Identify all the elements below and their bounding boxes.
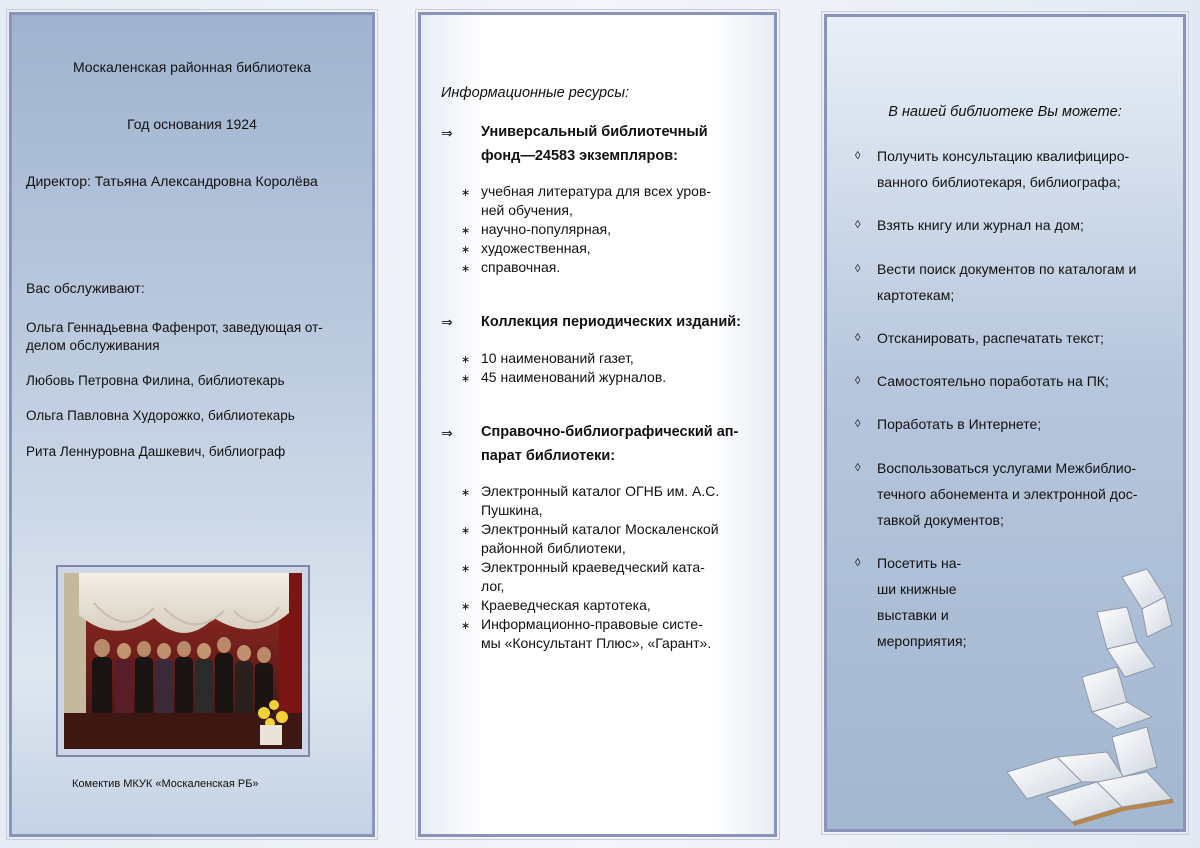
- team-photo-illustration: [64, 573, 302, 749]
- diamond-icon: ◊: [855, 150, 861, 162]
- founded-year: Год основания 1924: [127, 116, 257, 132]
- right-panel: [824, 14, 1186, 832]
- bullet-icon: ∗: [461, 525, 471, 537]
- bullet-icon: ∗: [461, 487, 471, 499]
- list-item-continuation: Пушкина,: [481, 502, 543, 518]
- list-item-text: Электронный каталог ОГНБ им. А.С.: [481, 483, 720, 499]
- bullet-icon: ∗: [461, 244, 471, 256]
- service-item: [855, 455, 1136, 481]
- middle-panel: [418, 12, 777, 837]
- diamond-icon: ◊: [855, 263, 861, 275]
- section-title: [481, 120, 708, 168]
- service-text: Получить консультацию квалифициро-: [877, 148, 1130, 164]
- list-item: [461, 220, 611, 241]
- left-panel: [9, 12, 375, 837]
- service-text-continuation: ши книжные: [877, 581, 957, 597]
- service-item: [855, 411, 1041, 437]
- list-item-text: 10 наименований газет,: [481, 350, 634, 366]
- list-item: [461, 615, 703, 636]
- staff-line: Ольга Павловна Худорожко, библиотекарь: [26, 408, 295, 423]
- diamond-icon: ◊: [855, 418, 861, 430]
- service-text-continuation: выставки и: [877, 607, 949, 623]
- served-by-heading: Вас обслуживают:: [26, 280, 145, 296]
- section-title-line: Универсальный библиотечный: [481, 124, 708, 140]
- list-item-text: художественная,: [481, 240, 591, 256]
- section-title: [481, 420, 738, 468]
- section-title: [481, 310, 741, 334]
- service-text: Отсканировать, распечатать текст;: [877, 330, 1104, 346]
- list-item-text: справочная.: [481, 259, 561, 275]
- list-item: [461, 482, 719, 503]
- staff-entry: [26, 407, 295, 425]
- list-item-text: Информационно-правовые систе-: [481, 616, 703, 632]
- service-text: Поработать в Интернете;: [877, 416, 1042, 432]
- service-item: [855, 550, 961, 576]
- service-text: Самостоятельно поработать на ПК;: [877, 373, 1109, 389]
- list-item-text: научно-популярная,: [481, 221, 611, 237]
- list-item-text: Электронный краеведческий ката-: [481, 559, 705, 575]
- bullet-icon: ∗: [461, 354, 471, 366]
- staff-line: делом обслуживания: [26, 338, 160, 353]
- service-text-continuation: мероприятия;: [877, 633, 967, 649]
- service-item: [855, 325, 1104, 351]
- diamond-icon: ◊: [855, 375, 861, 387]
- service-item: [855, 212, 1084, 238]
- diamond-icon: ◊: [855, 219, 861, 231]
- service-text: Взять книгу или журнал на дом;: [877, 217, 1084, 233]
- photo-caption: Комектив МКУК «Москаленская РБ»: [72, 778, 259, 790]
- bullet-icon: ∗: [461, 601, 471, 613]
- bullet-icon: ∗: [461, 187, 471, 199]
- service-text-continuation: картотекам;: [877, 287, 955, 303]
- arrow-icon: ⇒: [441, 314, 453, 330]
- list-item: [461, 558, 705, 579]
- staff-line: Любовь Петровна Филина, библиотекарь: [26, 373, 285, 388]
- list-item: [461, 239, 591, 260]
- service-text-continuation: ванного библиотекаря, библиографа;: [877, 174, 1121, 190]
- section-title-line: Коллекция периодических изданий:: [481, 314, 742, 330]
- service-item: [855, 143, 1129, 169]
- service-text-continuation: течного абонемента и электронной дос-: [877, 486, 1138, 502]
- arrow-icon: ⇒: [441, 425, 453, 441]
- diamond-icon: ◊: [855, 557, 861, 569]
- list-item: [461, 368, 666, 389]
- diamond-icon: ◊: [855, 462, 861, 474]
- section-title-line: парат библиотеки:: [481, 448, 616, 464]
- list-item-continuation: районной библиотеки,: [481, 540, 626, 556]
- staff-entry: [26, 319, 323, 355]
- bullet-icon: ∗: [461, 373, 471, 385]
- resources-heading: Информационные ресурсы:: [441, 85, 630, 101]
- list-item-text: Электронный каталог Москаленской: [481, 521, 719, 537]
- staff-line: Ольга Геннадьевна Фафенрот, заведующая от-: [26, 320, 323, 335]
- team-photo: [64, 573, 302, 749]
- list-item: [461, 349, 634, 370]
- list-item-text: Краеведческая картотека,: [481, 597, 651, 613]
- diamond-icon: ◊: [855, 332, 861, 344]
- staff-entry: [26, 443, 285, 461]
- list-item: [461, 596, 651, 617]
- list-item: [461, 520, 719, 541]
- list-item-text: 45 наименований журналов.: [481, 369, 667, 385]
- list-item: [461, 182, 711, 203]
- section-title-line: фонд—24583 экземпляров:: [481, 148, 678, 164]
- service-text: Посетить на-: [877, 555, 962, 571]
- director-line: Директор: Татьяна Александровна Королёва: [26, 173, 318, 189]
- flying-books-illustration: [987, 567, 1186, 832]
- list-item-continuation: мы «Консультант Плюс», «Гарант».: [481, 635, 712, 651]
- list-item-continuation: ней обучения,: [481, 202, 573, 218]
- service-item: [855, 256, 1136, 282]
- list-item-text: учебная литература для всех уров-: [481, 183, 712, 199]
- service-text: Вести поиск документов по каталогам и: [877, 261, 1137, 277]
- staff-entry: [26, 372, 285, 390]
- library-name: Москаленская районная библиотека: [72, 59, 312, 75]
- service-item: [855, 368, 1109, 394]
- bullet-icon: ∗: [461, 263, 471, 275]
- team-photo-frame: [56, 565, 310, 757]
- services-heading: В нашей библиотеке Вы можете:: [888, 104, 1122, 120]
- bullet-icon: ∗: [461, 563, 471, 575]
- arrow-icon: ⇒: [441, 125, 453, 141]
- service-text: Воспользоваться услугами Межбиблио-: [877, 460, 1137, 476]
- list-item: [461, 258, 560, 279]
- service-text-continuation: тавкой документов;: [877, 512, 1004, 528]
- list-item-continuation: лог,: [481, 578, 505, 594]
- section-title-line: Справочно-библиографический ап-: [481, 424, 739, 440]
- bullet-icon: ∗: [461, 225, 471, 237]
- bullet-icon: ∗: [461, 620, 471, 632]
- staff-line: Рита Леннуровна Дашкевич, библиограф: [26, 444, 286, 459]
